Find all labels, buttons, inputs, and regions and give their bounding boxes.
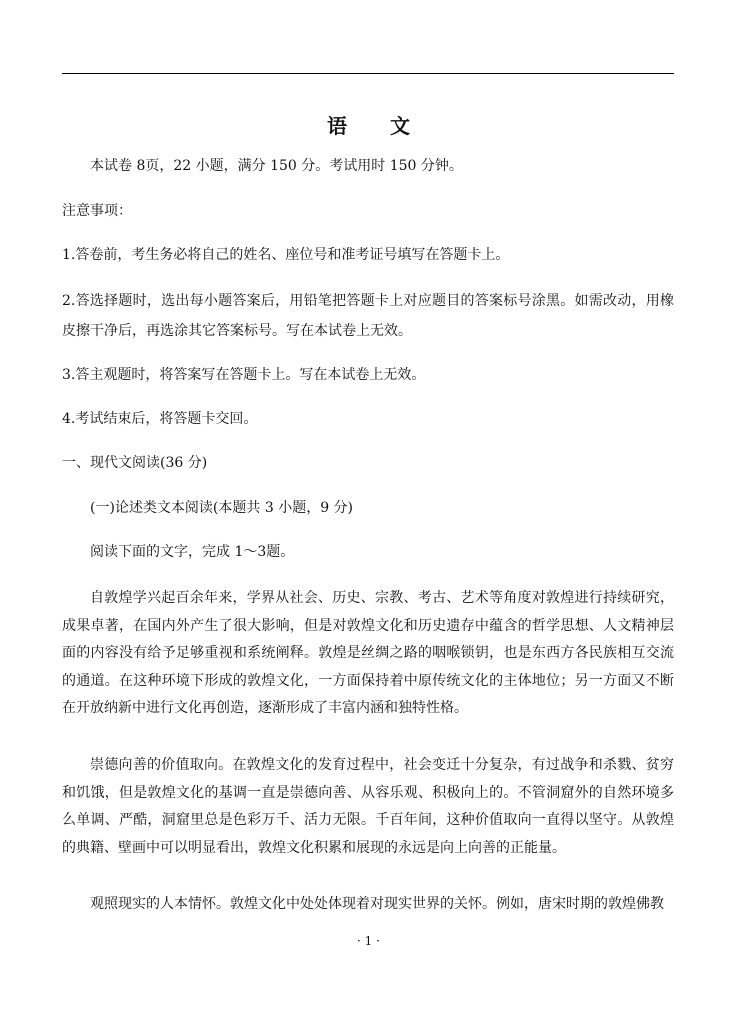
notice-heading: 注意事项： bbox=[62, 203, 132, 219]
exam-intro: 本试卷 8页，22 小题，满分 150 分。考试用时 150 分钟。 bbox=[90, 158, 463, 174]
notice-item-3: 3.答主观题时，将答案写在答题卡上。写在本试卷上无效。 bbox=[62, 367, 426, 383]
body-paragraph-3: 观照现实的人本情怀。敦煌文化中处处体现着对现实世界的关怀。例如，唐宋时期的敦煌佛教 bbox=[90, 896, 664, 912]
reading-instruction: 阅读下面的文字，完成 1～3题。 bbox=[90, 544, 295, 560]
body-paragraph-1: 自敦煌学兴起百余年来，学界从社会、历史、宗教、考古、艺术等角度对敦煌进行持续研究，成果卓著，在国内外产生了很大影响，但是对敦煌文化和历史遗存中蕴含的哲学思想、人文精神层面的内容没有给予足够重视和系统阐释。敦煌是丝绸之路的咽喉锁钥，也是东西方各民族相互交流的通道。在这种环境下形成的敦煌文化，一方面保持着中原传统文化的主体地位；另一方面又不断在开放纳新中进行文化再创造，逐渐形成了丰富内涵和独特性格。 bbox=[62, 590, 674, 716]
page-number: · 1 · bbox=[357, 934, 380, 948]
section-heading: 一、现代文阅读(36 分) bbox=[62, 455, 208, 471]
notice-item-4: 4.考试结束后，将答题卡交回。 bbox=[62, 411, 258, 427]
body-paragraph-2: 崇德向善的价值取向。在敦煌文化的发育过程中，社会变迁十分复杂，有过战争和杀戮、贫穷和饥饿，但是敦煌文化的基调一直是崇德向善、从容乐观、积极向上的。不管洞窟外的自然环境多么单调、严酷，洞窟里总是色彩万千、活力无限。千百年间，这种价值取向一直得以坚守。从敦煌的典籍、壁画中可以明显看出，敦煌文化积累和展现的永远是向上向善的正能量。 bbox=[62, 757, 674, 856]
notice-item-1: 1.答卷前，考生务必将自己的姓名、座位号和准考证号填写在答题卡上。 bbox=[62, 247, 510, 263]
subsection-heading: (一)论述类文本阅读(本题共 3 小题，9 分) bbox=[90, 500, 354, 516]
notice-item-2: 2.答选择题时，选出每小题答案后，用铅笔把答题卡上对应题目的答案标号涂黑。如需改动，用橡皮擦干净后，再选涂其它答案标号。写在本试卷上无效。 bbox=[62, 293, 674, 339]
page-title: 语 文 bbox=[327, 114, 428, 138]
header-rule bbox=[62, 73, 674, 74]
